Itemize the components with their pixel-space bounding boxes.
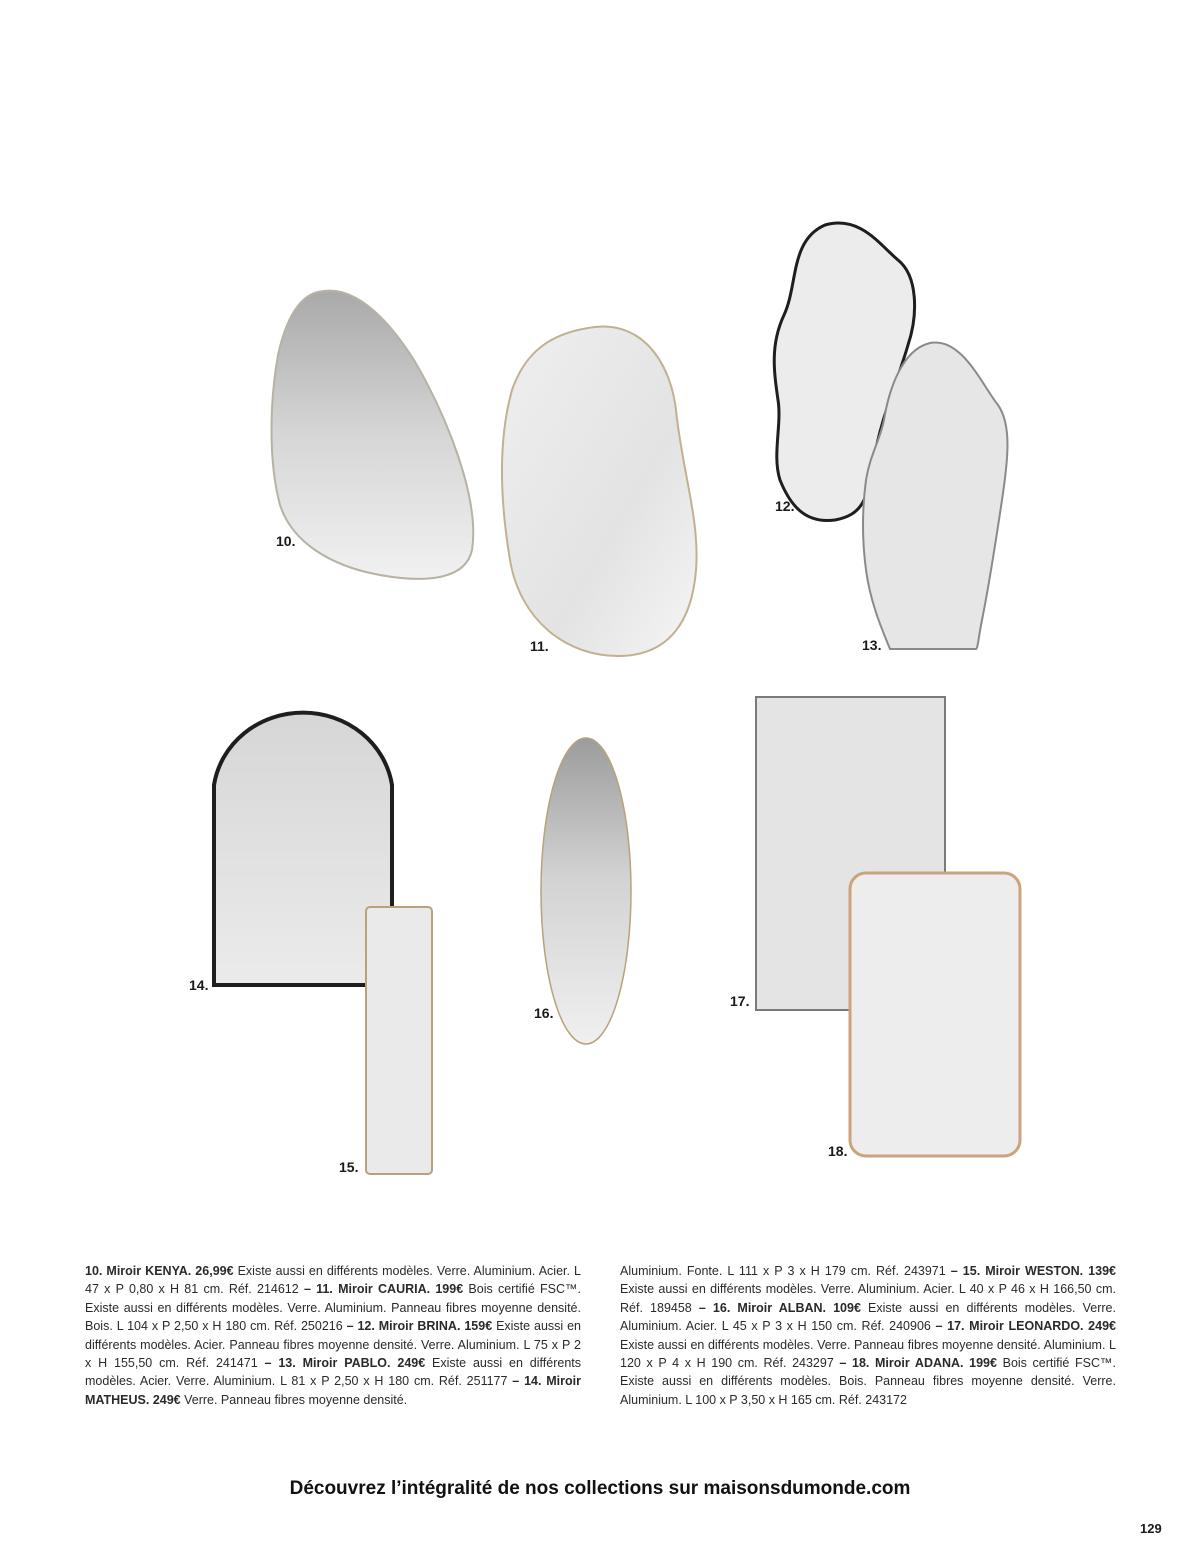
desc-right-segment: – 18. Miroir ADANA. 199€ xyxy=(839,1356,997,1371)
desc-right-segment: – 17. Miroir LEONARDO. 249€ xyxy=(935,1319,1116,1334)
mirror-16-alban xyxy=(541,738,631,1044)
desc-left-segment: 10. Miroir KENYA. 26,99€ xyxy=(85,1264,234,1278)
label-mirror-10: 10. xyxy=(276,533,296,549)
desc-left-segment: Existe aussi en différents modèles. Acier. Panneau fibres moyenne densité. Verre. Aluminium. L 75 x P 2 x H 155,50 cm. Réf. 241471 xyxy=(85,1319,581,1371)
desc-left-segment: Existe aussi en différents modèles. Acier. Verre. Aluminium. L 81 x P 2,50 x H 180 cm. Réf. 251177 xyxy=(85,1356,581,1389)
mirror-15-weston xyxy=(366,907,432,1174)
desc-left-segment: – 11. Miroir CAURIA. 199€ xyxy=(303,1282,464,1297)
mirror-18-adana xyxy=(850,873,1020,1156)
label-mirror-18: 18. xyxy=(828,1143,848,1159)
page-number: 129 xyxy=(1140,1521,1162,1536)
mirror-10-kenya xyxy=(272,291,474,579)
desc-right-segment: Bois certifié FSC™. Existe aussi en différents modèles. Bois. Panneau fibres moyenne densité. Verre. Aluminium. L 100 x P 3,50 x H 165 cm. Réf. 243172 xyxy=(620,1356,1116,1407)
desc-right-segment: Existe aussi en différents modèles. Verre. Aluminium. Acier. L 40 x P 46 x H 166,50 cm. Réf. 189458 xyxy=(620,1282,1116,1315)
label-mirror-12: 12. xyxy=(775,498,795,514)
desc-left-segment: Verre. Panneau fibres moyenne densité. xyxy=(180,1392,408,1407)
footer-tagline: Découvrez l’intégralité de nos collections sur maisonsdumonde.com xyxy=(289,1478,911,1499)
label-mirror-17: 17. xyxy=(730,993,750,1009)
label-mirror-13: 13. xyxy=(862,637,882,653)
desc-right-segment: Existe aussi en différents modèles. Verre. Panneau fibres moyenne densité. Aluminium. L 120 x P 4 x H 190 cm. Réf. 243297 xyxy=(620,1337,1116,1371)
desc-right-segment: – 15. Miroir WESTON. 139€ xyxy=(950,1264,1116,1278)
mirror-11-cauria xyxy=(502,327,697,656)
label-mirror-11: 11. xyxy=(530,638,549,654)
description-right-column xyxy=(620,1262,1116,1409)
desc-right-segment: – 16. Miroir ALBAN. 109€ xyxy=(698,1300,861,1315)
label-mirror-16: 16. xyxy=(534,1005,554,1021)
description-left-column xyxy=(85,1262,581,1409)
desc-left-segment: – 14. Miroir MATHEUS. 249€ xyxy=(85,1374,581,1407)
desc-left-segment: – 12. Miroir BRINA. 159€ xyxy=(346,1319,493,1334)
label-mirror-15: 15. xyxy=(339,1159,359,1175)
desc-right-segment: Aluminium. Fonte. L 111 x P 3 x H 179 cm. Réf. 243971 xyxy=(620,1264,951,1278)
desc-right-segment: Existe aussi en différents modèles. Verre. Aluminium. Acier. L 45 x P 3 x H 150 cm. Réf. 240906 xyxy=(620,1300,1116,1334)
desc-left-segment: Existe aussi en différents modèles. Verre. Aluminium. Acier. L 47 x P 0,80 x H 81 cm. Réf. 214612 xyxy=(85,1264,581,1297)
label-mirror-14: 14. xyxy=(189,977,209,993)
desc-left-segment: – 13. Miroir PABLO. 249€ xyxy=(264,1356,426,1371)
desc-left-segment: Bois certifié FSC™. Existe aussi en différents modèles. Verre. Aluminium. Panneau fibres moyenne densité. Bois. L 104 x P 2,50 x H 180 cm. Réf. 250216 xyxy=(85,1282,581,1334)
